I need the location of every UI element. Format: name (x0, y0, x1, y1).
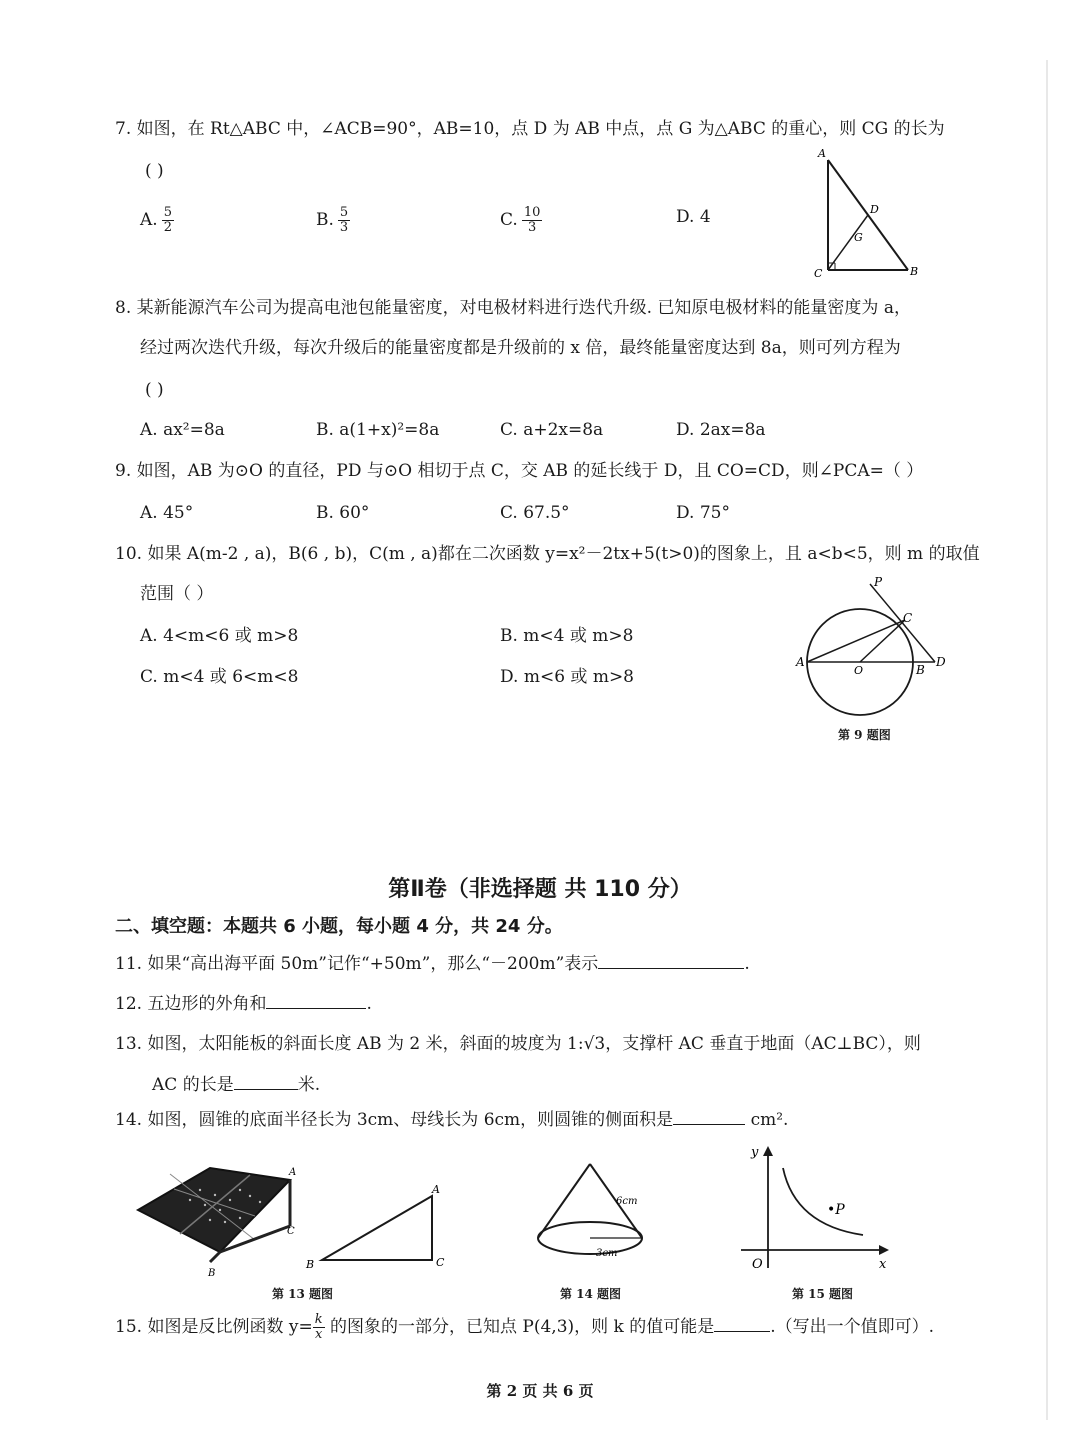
q7-label-c: C (814, 267, 823, 280)
q7-label-a: A (818, 147, 826, 160)
q7-paren: ( ) (145, 161, 164, 181)
q7-option-a: A. $\frac{5}{2}$ (140, 205, 172, 235)
q7-triangle-figure (808, 145, 928, 280)
q8-option-b: B. a(1+x)²=8a (316, 420, 440, 440)
q8-line1: 8. 某新能源汽车公司为提高电池包能量密度，对电极材料进行迭代升级. 已知原电极材料的能量密度为 a， (115, 298, 911, 318)
q11-text: 11. 如果“高出海平面 50m”记作“+50m”，那么“－200m”表示 . (115, 954, 750, 974)
q7-label-g: G (854, 231, 863, 244)
q13-label-c: C (436, 1256, 445, 1269)
q14-cone-figure (528, 1158, 658, 1273)
q9-caption: 第 9 题图 (838, 728, 891, 742)
q13-label-a: A (432, 1183, 440, 1196)
q7-option-b: B. $\frac{5}{3}$ (316, 205, 349, 235)
q10-line1: 10. 如果 A(m-2 , a)，B(6 , b)，C(m , a)都在二次函数 y=x²－2tx+5(t>0)的图象上，且 a<b<5，则 m 的取值 (115, 544, 980, 564)
q10-option-a: A. 4<m<6 或 m>8 (140, 626, 299, 646)
q15-graph-figure (735, 1140, 895, 1275)
q9-circle-figure (790, 572, 960, 722)
q7-option-c: C. $\frac{10}{3}$ (500, 205, 541, 235)
q9-label-b: B (916, 663, 925, 677)
q10-option-d: D. m<6 或 m>8 (500, 667, 634, 687)
q13-solar-panel-figure (130, 1160, 305, 1280)
q13-panel-label-c: C (287, 1226, 295, 1237)
q9-label-a: A (796, 655, 805, 669)
q9-stem: 9. 如图，AB 为⊙O 的直径，PD 与⊙O 相切于点 C，交 AB 的延长线于 D，且 CO=CD，则∠PCA=（ ） (115, 461, 924, 481)
q12-text: 12. 五边形的外角和 . (115, 994, 372, 1014)
q13-label-b: B (306, 1258, 315, 1271)
q7-option-d: D. 4 (676, 207, 711, 227)
q9-label-p: P (874, 575, 883, 589)
q9-label-o: O (854, 664, 864, 677)
q13-line1: 13. 如图，太阳能板的斜面长度 AB 为 2 米，斜面的坡度为 1:√3，支撑杆 AC 垂直于地面（AC⊥BC），则 (115, 1034, 921, 1054)
q13-panel-label-b: B (208, 1268, 216, 1279)
q13-caption: 第 13 题图 (272, 1287, 334, 1301)
q9-option-c: C. 67.5° (500, 503, 570, 523)
q15-label-o: O (752, 1257, 763, 1272)
q9-option-d: D. 75° (676, 503, 730, 523)
q9-option-a: A. 45° (140, 503, 194, 523)
q8-line2: 经过两次迭代升级，每次升级后的能量密度都是升级前的 x 倍，最终能量密度达到 8a，则可列方程为 (140, 338, 901, 358)
q8-option-a: A. ax²=8a (140, 420, 225, 440)
q13-panel-label-a: A (289, 1167, 297, 1178)
q9-option-b: B. 60° (316, 503, 370, 523)
q14-text: 14. 如图，圆锥的底面半径长为 3cm、母线长为 6cm，则圆锥的侧面积是 cm². (115, 1110, 789, 1130)
q15-label-x: x (879, 1257, 887, 1272)
q8-option-c: C. a+2x=8a (500, 420, 604, 440)
q8-option-d: D. 2ax=8a (676, 420, 766, 440)
q10-line2: 范围（ ） (140, 584, 214, 604)
q7-stem: 7. 如图，在 Rt△ABC 中，∠ACB=90°，AB=10，点 D 为 AB 中点，点 G 为△ABC 的重心，则 CG 的长为 (115, 119, 945, 139)
q10-option-c: C. m<4 或 6<m<8 (140, 667, 299, 687)
q7-label-d: D (870, 203, 879, 216)
part2-title: 第Ⅱ卷（非选择题 共 110 分） (388, 877, 692, 902)
page-edge (1046, 60, 1048, 1420)
section2-title: 二、填空题：本题共 6 小题，每小题 4 分，共 24 分。 (115, 916, 563, 937)
q14-label-slant: 6cm (616, 1196, 638, 1207)
q7-label-b: B (910, 265, 919, 278)
q8-paren: ( ) (145, 380, 164, 400)
q9-label-d: D (936, 655, 946, 669)
q14-label-radius: 3cm (596, 1248, 618, 1259)
q15-text: 15. 如图是反比例函数 y= $\frac{k}{x}$ 的图象的一部分，已知点 P(4,3)，则 k 的值可能是 .（写出一个值即可）. (115, 1312, 935, 1342)
q15-label-y: y (751, 1145, 759, 1160)
q14-caption: 第 14 题图 (560, 1287, 622, 1301)
q15-caption: 第 15 题图 (792, 1287, 854, 1301)
q13-line2: AC 的长是 米. (152, 1075, 321, 1095)
q10-option-b: B. m<4 或 m>8 (500, 626, 634, 646)
q9-label-c: C (903, 611, 913, 625)
q13-triangle-figure (300, 1178, 460, 1273)
page-footer: 第 2 页 共 6 页 (486, 1382, 594, 1400)
q15-label-p: •P (827, 1202, 845, 1218)
